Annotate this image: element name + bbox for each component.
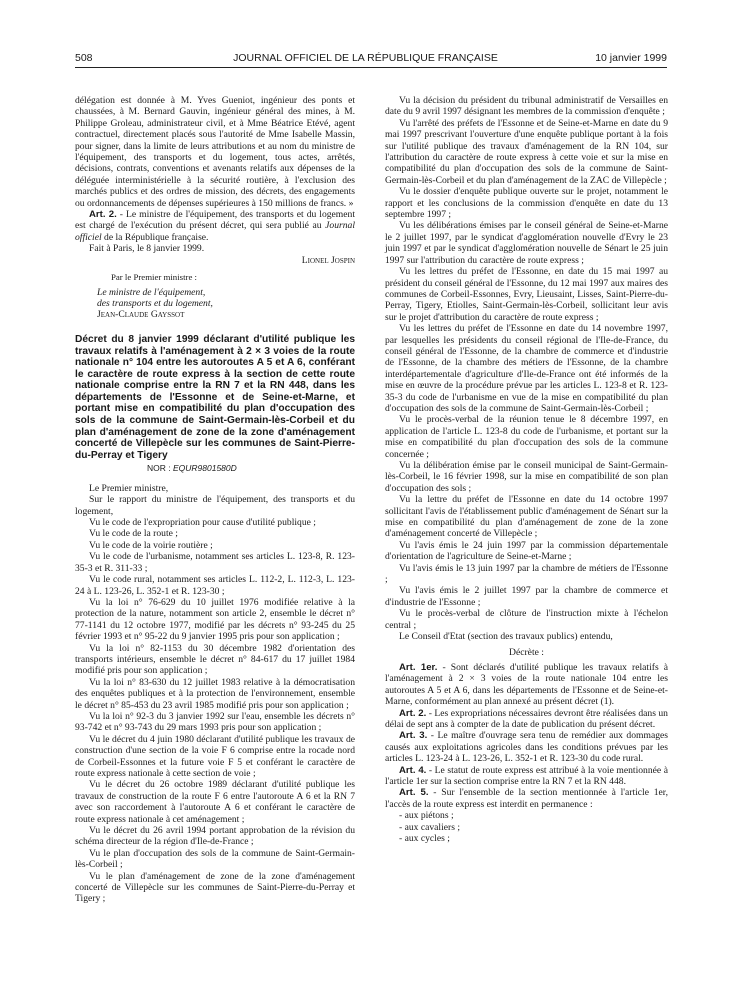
visa-paragraph: Sur le rapport du ministre de l'équipement, des transports et du logement, bbox=[75, 494, 355, 517]
visa-paragraph: Vu le code de la voirie routière ; bbox=[89, 539, 213, 551]
visas-right bbox=[385, 95, 668, 643]
visa-paragraph: Vu le code de l'urbanisme, notamment ses articles L. 123-8, R. 123-35-3 et R. 311-33 ; bbox=[75, 551, 355, 574]
visa-paragraph: Vu le décret du 4 juin 1980 déclarant d'utilité publique les travaux de construction d'une section de la voie F 6 comprise entre la rocade nord de Corbeil-Essonnes et la future voie F 5 et conférant le caractère de route express nationale à cette section de voie ; bbox=[75, 733, 355, 779]
journal-officiel-ref: Journal officiel bbox=[75, 220, 355, 243]
right-column bbox=[385, 95, 668, 844]
visa-paragraph: Vu le plan d'aménagement de zone de la zone d'aménagement concerté de Villepècle sur les communes de Saint-Pierre-du-Perray et Tigery ; bbox=[75, 870, 355, 905]
visa-paragraph: Vu les lettres du préfet de l'Essonne en date du 14 novembre 1997, par lesquelles les présidents du conseil régional de l'Ile-de-France, du conseil général de l'Essonne, de la chambre de commerce et d'industrie de l'Essonne, de la chambre des métiers de l'Essonne, de la chambre interdépartementale d'agriculture d'Ile-de-France ont été informés de la mise en œuvre de la procédure prévue par les articles L. 123-8 et R. 123-35-3 du code de l'urbanisme en vue de la mise en compatibilité du plan d'occupation des sols de la commune de Saint-Germain-lès-Corbeil ; bbox=[385, 323, 668, 414]
visa-paragraph: Vu la loi n° 92-3 du 3 janvier 1992 sur l'eau, ensemble les décrets n° 93-742 et n° 93-743 du 29 mars 1993 pris pour son application ; bbox=[75, 710, 355, 734]
minister-title-line-2: des transports et du logement, bbox=[97, 297, 213, 309]
visa-paragraph: Vu les délibérations émises par le conseil général de Seine-et-Marne le 2 juillet 1997, par le syndicat d'agglomération nouvelle d'Evry le 23 juin 1997 et par le syndicat d'agglomération nouvelle de Sénart le 25 juin 1997 sur l'attribution du caractère de route express ; bbox=[385, 220, 668, 266]
dash-item: - aux cycles ; bbox=[399, 833, 450, 844]
article-paragraph bbox=[385, 765, 668, 788]
visa-paragraph: Vu le code de la route ; bbox=[89, 528, 178, 540]
article-text: - Le maître d'ouvrage sera tenu de remédier aux dommages causés aux exploitations agricoles dans les conditions prévues par les articles L. 123-24 à L. 123-26, L. 352-1 et R. 123-30 du code rural. bbox=[385, 730, 668, 765]
page-number: 508 bbox=[75, 52, 93, 64]
issue-date: 10 janvier 1999 bbox=[595, 52, 667, 64]
header-rule bbox=[75, 67, 667, 68]
visa-paragraph: Vu le procès-verbal de la réunion tenue le 8 décembre 1997, en application de l'article L. 123-8 du code de l'urbanisme, et portant sur la mise en compatibilité du plan d'occupation des sols de la commune concernée ; bbox=[385, 414, 668, 460]
article-text: - Le statut de route express est attribué à la voie mentionnée à l'article 1er sur la section comprise entre la RN 7 et la RN 448. bbox=[385, 764, 668, 787]
visa-paragraph: Vu le procès-verbal de clôture de l'instruction mixte à l'échelon central ; bbox=[385, 608, 668, 631]
nor-reference bbox=[147, 463, 355, 474]
visa-paragraph: Vu l'avis émis le 2 juillet 1997 par la chambre de commerce et d'industrie de l'Essonne ; bbox=[385, 585, 668, 608]
visa-paragraph: Vu le décret du 26 avril 1994 portant approbation de la révision du schéma directeur de la région d'Ile-de-France ; bbox=[75, 825, 355, 848]
article-paragraph bbox=[385, 708, 668, 731]
article-paragraph bbox=[385, 730, 668, 764]
visa-paragraph: Vu la lettre du préfet de l'Essonne en date du 14 octobre 1997 sollicitant l'avis de l'établissement public d'aménagement de Sénart sur la mise en compatibilité du plan d'aménagement de zone de la zone d'aménagement concerté de Villepècle ; bbox=[385, 494, 668, 540]
visa-paragraph: Vu les lettres du préfet de l'Essonne, en date du 15 mai 1997 au président du conseil général de l'Essonne, du 12 mai 1997 aux maires des communes de Corbeil-Essonnes, Evry, Lieusaint, Lisses, Saint-Pierre-du-Perray, Tigery, Etiolles, Saint-Germain-lès-Corbeil, sollicitant leur avis sur le projet d'attribution du caractère de route express ; bbox=[385, 266, 668, 323]
visa-paragraph: Vu le dossier d'enquête publique ouverte sur le projet, notamment le rapport et les conclusions de la commission d'enquête en date du 13 septembre 1997 ; bbox=[385, 186, 668, 221]
article-label: Art. 4. bbox=[399, 764, 427, 776]
article-label: Art. 2. bbox=[399, 707, 427, 719]
articles-list bbox=[385, 662, 668, 810]
signature-prime-minister: Lionel Jospin bbox=[301, 254, 355, 266]
visa-paragraph: Vu la décision du président du tribunal administratif de Versailles en date du 9 avril 1997 désignant les membres de la commission d'enquête ; bbox=[385, 95, 668, 118]
article-label: Art. 2. bbox=[89, 209, 117, 221]
article-text: - Sur l'ensemble de la section mentionnée à l'article 1er, l'accès de la route express est interdit en permanence : bbox=[385, 787, 668, 810]
article-label: Art. 3. bbox=[399, 730, 428, 742]
visa-paragraph: Le Premier ministre, bbox=[89, 482, 169, 494]
minister-title-line-1: Le ministre de l'équipement, bbox=[97, 286, 206, 298]
visa-paragraph: Vu le plan d'occupation des sols de la commune de Saint-Germain-lès-Corbeil ; bbox=[75, 847, 355, 871]
visa-paragraph: Vu la délibération émise par le conseil municipal de Saint-Germain-lès-Corbeil, le 16 février 1998, sur la mise en compatibilité de son plan d'occupation des sols ; bbox=[385, 460, 668, 494]
delegation-text: délégation est donnée à M. Yves Gueniot, ingénieur des ponts et chaussées, à M. Bernard Gauvin, ingénieur général des mines, à M. Philippe Groleau, administrateur civil, et à Mme Béatrice Etévé, agent contractuel, directement placés sous l'autorité de Mme Isabelle Massin, pour signer, dans la limite de leurs attributions et au nom du ministre de l'équipement, des transports et du logement, tous actes, arrêtés, décisions, contrats, conventions et avenants relatifs aux dépenses de la déléguée interministérielle à la sécurité routière, à l'exclusion des marchés publics et des ordres de mission, des décrets, des engagements ou ordonnancements de dépenses supérieures à 150 millions de francs. » bbox=[75, 95, 355, 209]
visa-paragraph: Vu la loi n° 82-1153 du 30 décembre 1982 d'orientation des transports intérieurs, ensemble le décret n° 84-617 du 17 juillet 1984 modifié pris pour son application ; bbox=[75, 642, 355, 677]
dash-item: - aux cavaliers ; bbox=[399, 821, 460, 833]
visa-paragraph: Vu le code rural, notamment ses articles L. 112-2, L. 112-3, L. 123-24 à L. 123-26, L. 352-1 et R. 123-30 ; bbox=[75, 574, 355, 597]
nor-code: EQUR9801580D bbox=[172, 463, 237, 474]
visa-paragraph: Vu le décret du 26 octobre 1989 déclarant d'utilité publique les travaux de construction de la route F 6 entre l'autoroute A 6 et la RN 7 avec son raccordement à l'autoroute A 6 et conférant le caractère de route express nationale à cet aménagement ; bbox=[75, 779, 355, 825]
visa-paragraph: Vu la loi n° 76-629 du 10 juillet 1976 modifiée relative à la protection de la nature, notamment son article 2, ensemble le décret n° 77-1141 du 12 octobre 1977, modifié par les décrets n° 93-245 du 25 février 1993 et n° 95-22 du 9 janvier 1995 pris pour son application ; bbox=[75, 596, 355, 643]
visa-paragraph: Vu l'arrêté des préfets de l'Essonne et de Seine-et-Marne en date du 9 mai 1997 prescrivant l'ouverture d'une enquête publique portant à la fois sur l'utilité publique des travaux d'aménagement de la RN 104, sur l'attribution du caractère de route express à cette voie et sur la mise en compatibilité du plan d'occupation des sols de la commune de Saint-Germain-lès-Corbeil et du plan d'aménagement de la ZAC de Villepècle ; bbox=[385, 117, 668, 186]
left-column bbox=[75, 95, 355, 905]
visa-paragraph: Vu l'avis émis le 24 juin 1997 par la commission départementale d'orientation de l'agriculture de Seine-et-Marne ; bbox=[385, 539, 668, 563]
journal-title: JOURNAL OFFICIEL DE LA RÉPUBLIQUE FRANÇAISE bbox=[233, 52, 498, 64]
article-paragraph bbox=[385, 787, 668, 810]
article-2-paragraph bbox=[75, 209, 355, 243]
visa-paragraph: Vu le code de l'expropriation pour cause d'utilité publique ; bbox=[89, 517, 316, 529]
visa-paragraph: Vu la loi n° 83-630 du 12 juillet 1983 relative à la démocratisation des enquêtes publiques et à la protection de l'environnement, ensemble le décret n° 85-453 du 23 avril 1985 modifié pris pour son application ; bbox=[75, 676, 355, 711]
visas-left bbox=[75, 483, 355, 905]
visa-paragraph: Le Conseil d'Etat (section des travaux publics) entendu, bbox=[399, 631, 613, 643]
par-le-premier-ministre: Par le Premier ministre : bbox=[111, 272, 197, 283]
decrete-heading: Décrète : bbox=[509, 646, 544, 658]
article-paragraph bbox=[385, 662, 668, 708]
fait-a-paris: Fait à Paris, le 8 janvier 1999. bbox=[89, 243, 205, 255]
article-text-end: de la République française. bbox=[101, 231, 209, 243]
article-text: - Le ministre de l'équipement, des transports et du logement est chargé de l'exécution du présent décret, qui sera publié au bbox=[75, 209, 355, 232]
prohibited-users-list bbox=[385, 810, 668, 844]
nor-label: NOR : bbox=[147, 463, 173, 474]
article-text: - Sont déclarés d'utilité publique les travaux relatifs à l'aménagement à 2 × 3 voies de la route nationale 104 entre les autoroutes A 5 et A 6, dans les départements de l'Essonne et de Seine-et-Marne, conformément au plan annexé au présent décret (1). bbox=[385, 661, 668, 708]
decree-title: Décret du 8 janvier 1999 déclarant d'utilité publique les travaux relatifs à l'aménagement à 2 × 3 voies de la route nationale n° 104 entre les autoroutes A 5 et A 6, conférant le caractère de route express à la section de cette route nationale comprise entre la RN 7 et la RN 448, dans les départements de l'Essonne et de Seine-et-Marne, et portant mise en compatibilité du plan d'occupation des sols de la commune de Saint-Germain-lès-Corbeil et du plan d'aménagement de zone de la zone d'aménagement concerté de Villepècle sur les communes de Saint-Pierre-du-Perray et Tigery bbox=[75, 333, 355, 461]
visa-paragraph: Vu l'avis émis le 13 juin 1997 par la chambre de métiers de l'Essonne ; bbox=[385, 562, 668, 586]
article-label: Art. 5. bbox=[399, 787, 429, 799]
minister-name: Jean-Claude Gayssot bbox=[97, 308, 185, 320]
dash-item: - aux piétons ; bbox=[399, 810, 454, 822]
article-text: - Les expropriations nécessaires devront être réalisées dans un délai de sept ans à compter de la date de publication du présent décret. bbox=[385, 707, 668, 730]
article-label: Art. 1er. bbox=[399, 661, 438, 673]
